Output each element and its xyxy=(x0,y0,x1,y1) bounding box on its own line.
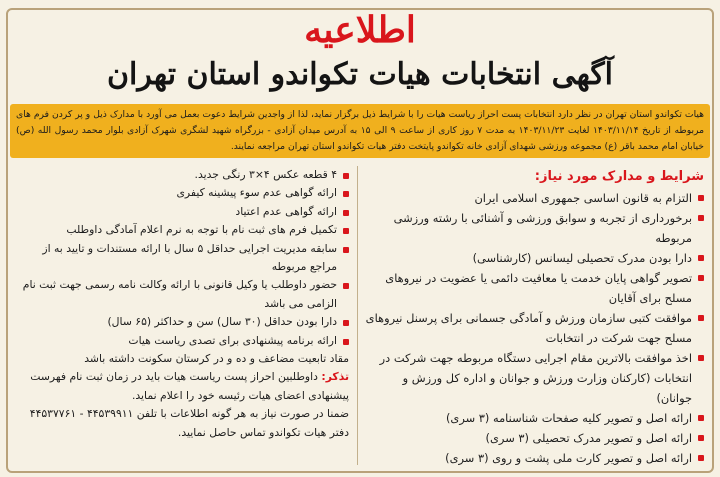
bullet-icon xyxy=(343,283,349,289)
bullet-icon xyxy=(343,191,349,197)
requirements-columns xyxy=(10,162,710,469)
bullet-icon xyxy=(698,455,704,461)
list-item: برخورداری از تجربه و سوابق ورزشی و آشنائی با رشته ورزشی مربوطه xyxy=(364,208,704,248)
requirements-column-right xyxy=(358,162,710,469)
bullet-icon xyxy=(698,315,704,321)
bullet-icon xyxy=(343,247,349,253)
list-item: ارائه گواهی عدم سوء پیشینه کیفری xyxy=(16,184,349,202)
bullet-icon xyxy=(698,355,704,361)
list-item: ارائه اصل و تصویر کارت ملی پشت و روی (۳ سری) xyxy=(364,448,704,468)
bullet-icon xyxy=(698,415,704,421)
list-item: سابقه مدیریت اجرایی حداقل ۵ سال با ارائه مستندات و تایید به از مراجع مربوطه xyxy=(16,240,349,277)
list-item: تکمیل فرم های ثبت نام با توجه به نرم اعلام آمادگی داوطلب xyxy=(16,221,349,239)
list-item: موافقت کتبی سازمان ورزش و آمادگی جسمانی برای پرسنل نیروهای مسلح جهت شرکت در انتخابات xyxy=(364,308,704,348)
list-item: تصویر گواهی پایان خدمت یا معافیت دائمی یا عضویت در نیروهای مسلح برای آقایان xyxy=(364,268,704,308)
list-item: حضور داوطلب یا وکیل قانونی با ارائه وکالت نامه رسمی جهت ثبت نام الزامی می باشد xyxy=(16,276,349,313)
list-item: دارا بودن حداقل (۳۰ سال) سن و حداکثر (۶۵ سال) xyxy=(16,313,349,331)
bullet-icon xyxy=(343,228,349,234)
list-item: ۴ قطعه عکس ۴×۳ رنگی جدید. xyxy=(16,166,349,184)
bullet-icon xyxy=(343,210,349,216)
list-item: ارائه برنامه پیشنهادی برای تصدی ریاست هیات xyxy=(16,332,349,350)
list-item: ارائه گواهی عدم اعتیاد xyxy=(16,203,349,221)
bullet-icon xyxy=(343,339,349,345)
list-item: التزام به قانون اساسی جمهوری اسلامی ایران xyxy=(364,188,704,208)
note xyxy=(16,368,349,405)
list-item: اخذ موافقت بالاترین مقام اجرایی دستگاه مربوطه جهت شرکت در انتخابات (کارکنان وزارت ورزش و جوانان و اداره کل ورزش و جوانان) xyxy=(364,348,704,408)
bullet-icon xyxy=(343,173,349,179)
bullet-icon xyxy=(698,195,704,201)
requirements-heading: شرایط و مدارک مورد نیاز: xyxy=(534,169,704,184)
requirements-column-left xyxy=(10,162,357,469)
notice-subtitle: آگهی انتخابات هیات تکواندو استان تهران xyxy=(106,57,614,92)
list-item: مقاد تابعیت مضاعف و ده و در کرستان سکونت داشته باشد xyxy=(84,352,349,366)
list-item: ارائه اصل و تصویر مدرک تحصیلی (۳ سری) xyxy=(364,428,704,448)
bullet-icon xyxy=(698,215,704,221)
contact-info: ضمنا در صورت نیاز به هر گونه اطلاعات با تلفن ۴۴۵۳۹۹۱۱ - ۴۴۵۳۷۷۶۱ دفتر هیات تکواندو تماس حاصل نمایید. xyxy=(29,407,349,439)
note-text: داوطلبین احراز پست ریاست هیات باید در زمان ثبت نام فهرست پیشنهادی اعضای هیات رئیسه خود را اعلام نماید. xyxy=(30,370,349,402)
bullet-icon xyxy=(698,275,704,281)
bullet-icon xyxy=(698,255,704,261)
bullet-icon xyxy=(698,435,704,441)
list-item: ارائه اصل و تصویر کلیه صفحات شناسنامه (۳ سری) xyxy=(364,408,704,428)
list-item: دارا بودن مدرک تحصیلی لیسانس (کارشناسی) xyxy=(364,248,704,268)
note-label: تذکر: xyxy=(321,370,349,384)
intro-text: هیات تکواندو استان تهران در نظر دارد انتخابات پست احراز ریاست هیات را با شرایط ذیل برگزار نماید، لذا از واجدین شرایط دعوت بعمل می آورد با مدارک ذیل و پر کردن فرم های مربوطه از تاریخ ۱۴۰۳/۱۱/۱۴ لغایت ۱۴۰۳/۱۱/۲۳ به مدت ۷ روز کاری از ساعت ۹ الی ۱۵ به آدرس میدان آزادی - بزرگراه شهید لشگری شهرک آزادی بلوار محمد رسول الله (ص) خیابان امام محمد باقر (ع) مجموعه ورزشی شهدای آزادی خانه تکواندو پایتخت دفتر هیات تکواندو استان تهران مراجعه نمایند. xyxy=(16,109,705,152)
notice-title: اطلاعیه xyxy=(304,9,416,51)
column-divider xyxy=(357,166,358,465)
bullet-icon xyxy=(343,320,349,326)
intro-banner xyxy=(10,104,710,158)
